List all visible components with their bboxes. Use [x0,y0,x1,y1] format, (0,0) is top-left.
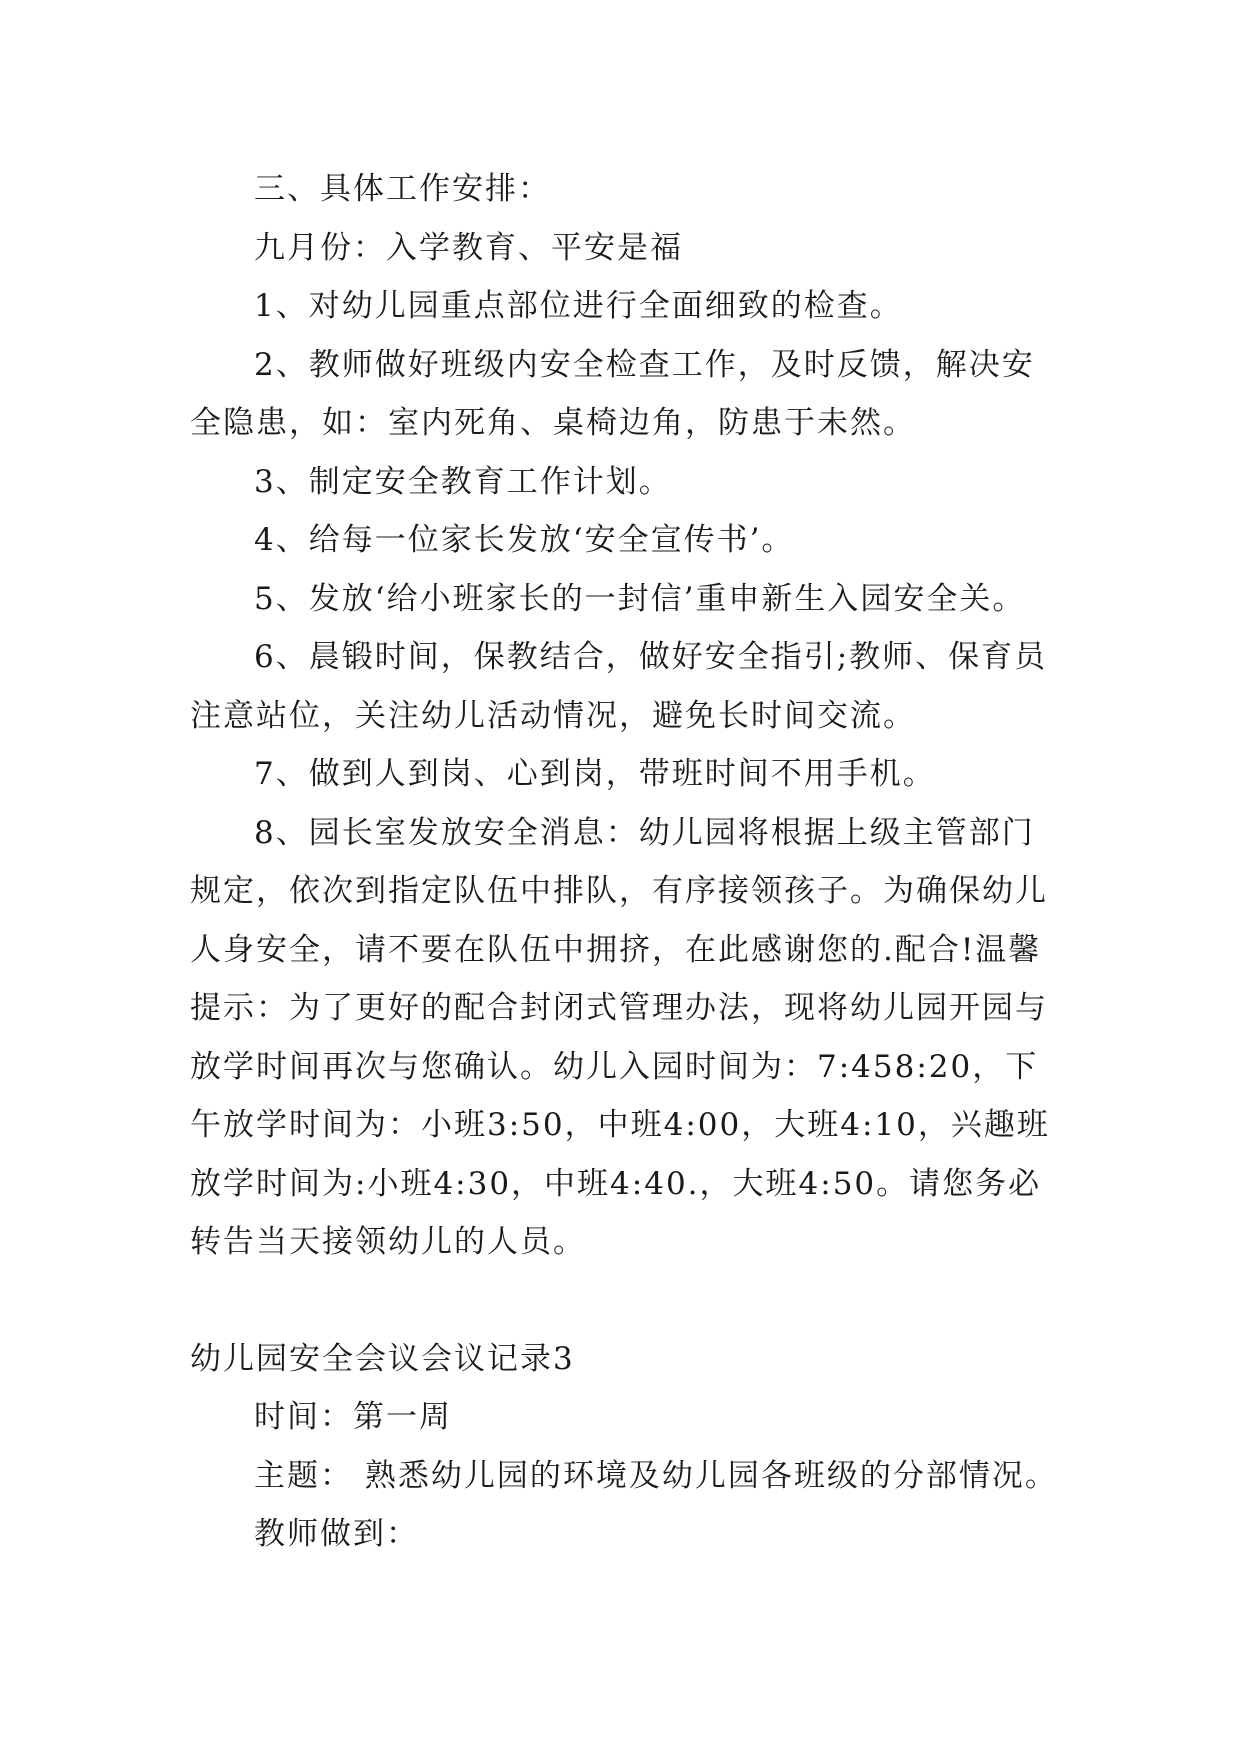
theme-line: 主题： 熟悉幼儿园的环境及幼儿园各班级的分部情况。 [254,1457,1058,1494]
section-heading: 三、具体工作安排： [254,171,551,207]
record-section [190,1330,1060,1564]
list-item: 7、做到人到岗、心到岗，带班时间不用手机。 [254,756,936,792]
september-title: 九月份：入学教育、平安是福 [254,229,683,266]
list-item: 4、给每一位家长发放‘安全宣传书’。 [254,522,795,558]
list-item: 5、发放‘给小班家长的一封信’重申新生入园安全关。 [254,580,1026,617]
list-item: 8、园长室发放安全消息：幼儿园将根据上级主管部门规定，依次到指定队伍中排队，有序接领孩子。为确保幼儿人身安全，请不要在队伍中拥挤，在此感谢您的.配合!温馨提示：为了更好的配合封闭式管理办法，现将幼儿园开园与放学时间再次与您确认。幼儿入园时间为：7:458:20，下午放学时间为：小班3:50，中班4:00，大班4:10，兴趣班放学时间为:小班4:30，中班4:40.，大班4:50。请您务必转告当天接领幼儿的人员。 [190,814,1050,1260]
teacher-line: 教师做到： [254,1516,419,1552]
list-item: 3、制定安全教育工作计划。 [254,463,672,500]
document-body [190,160,1060,1564]
list-item: 2、教师做好班级内安全检查工作，及时反馈，解决安全隐患，如：室内死角、桌椅边角，防患于未然。 [190,346,1035,441]
record-title: 幼儿园安全会议会议记录3 [190,1340,575,1377]
time-line: 时间：第一周 [254,1399,452,1435]
list-item: 1、对幼儿园重点部位进行全面细致的检查。 [254,288,903,324]
list-item: 6、晨锻时间，保教结合，做好安全指引;教师、保育员注意站位，关注幼儿活动情况，避免长时间交流。 [190,639,1048,734]
